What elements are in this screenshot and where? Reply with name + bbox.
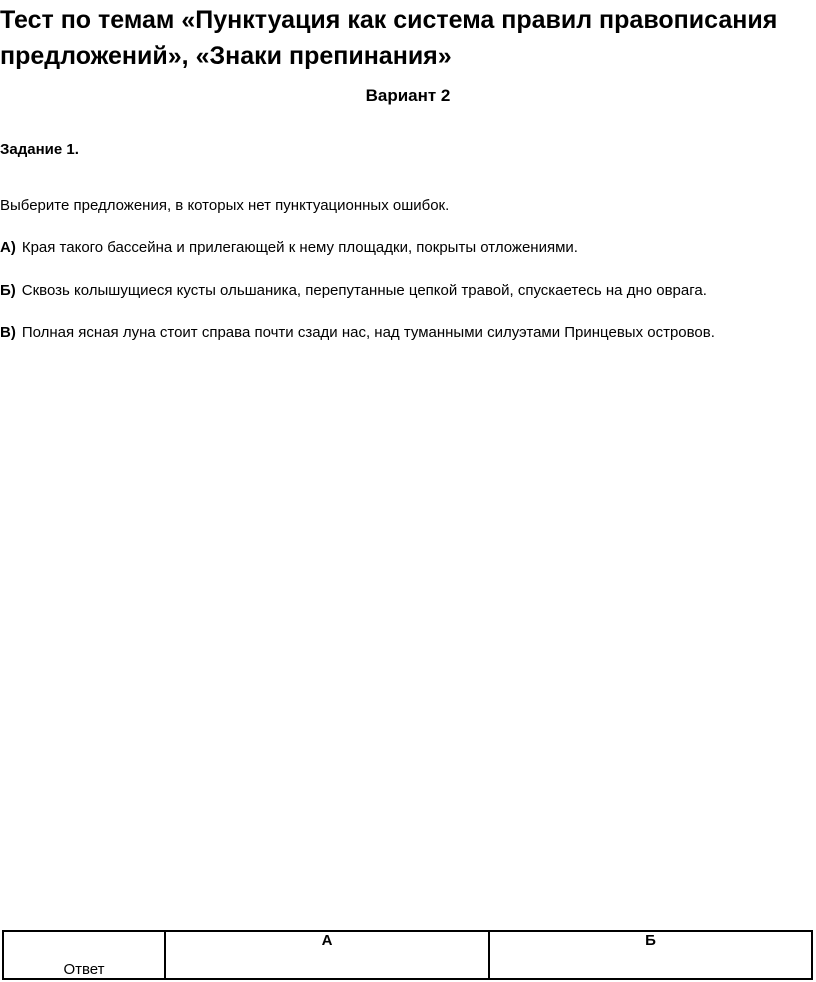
option-a — [0, 239, 578, 256]
option-text: Сквозь колышущиеся кусты ольшаника, перепутанные цепкой травой, спускаетесь на дно оврага. — [21, 282, 707, 299]
answer-table-row — [3, 931, 812, 979]
answer-label-cell: Ответ — [3, 931, 165, 979]
answer-cell-a[interactable]: А — [165, 931, 489, 979]
option-b — [0, 282, 707, 299]
variant-heading — [0, 86, 816, 106]
option-letter: Б) — [0, 282, 16, 299]
option-v — [0, 324, 715, 341]
option-text: Края такого бассейна и прилегающей к нему площадки, покрыты отложениями. — [21, 239, 578, 256]
answer-cell-b[interactable]: Б — [489, 931, 812, 979]
option-letter: А) — [0, 239, 16, 256]
task-instruction: Выберите предложения, в которых нет пунктуационных ошибок. — [0, 197, 450, 214]
answer-table — [2, 930, 813, 980]
document-title: Тест по темам «Пунктуация как система правил правописания предложений», «Знаки препинания» — [0, 6, 778, 70]
option-text: Полная ясная луна стоит справа почти сзади нас, над туманными силуэтами Принцевых островов. — [21, 324, 715, 341]
variant-label: Вариант 2 — [365, 86, 451, 105]
option-letter: В) — [0, 324, 16, 341]
task-heading: Задание 1. — [0, 141, 79, 158]
